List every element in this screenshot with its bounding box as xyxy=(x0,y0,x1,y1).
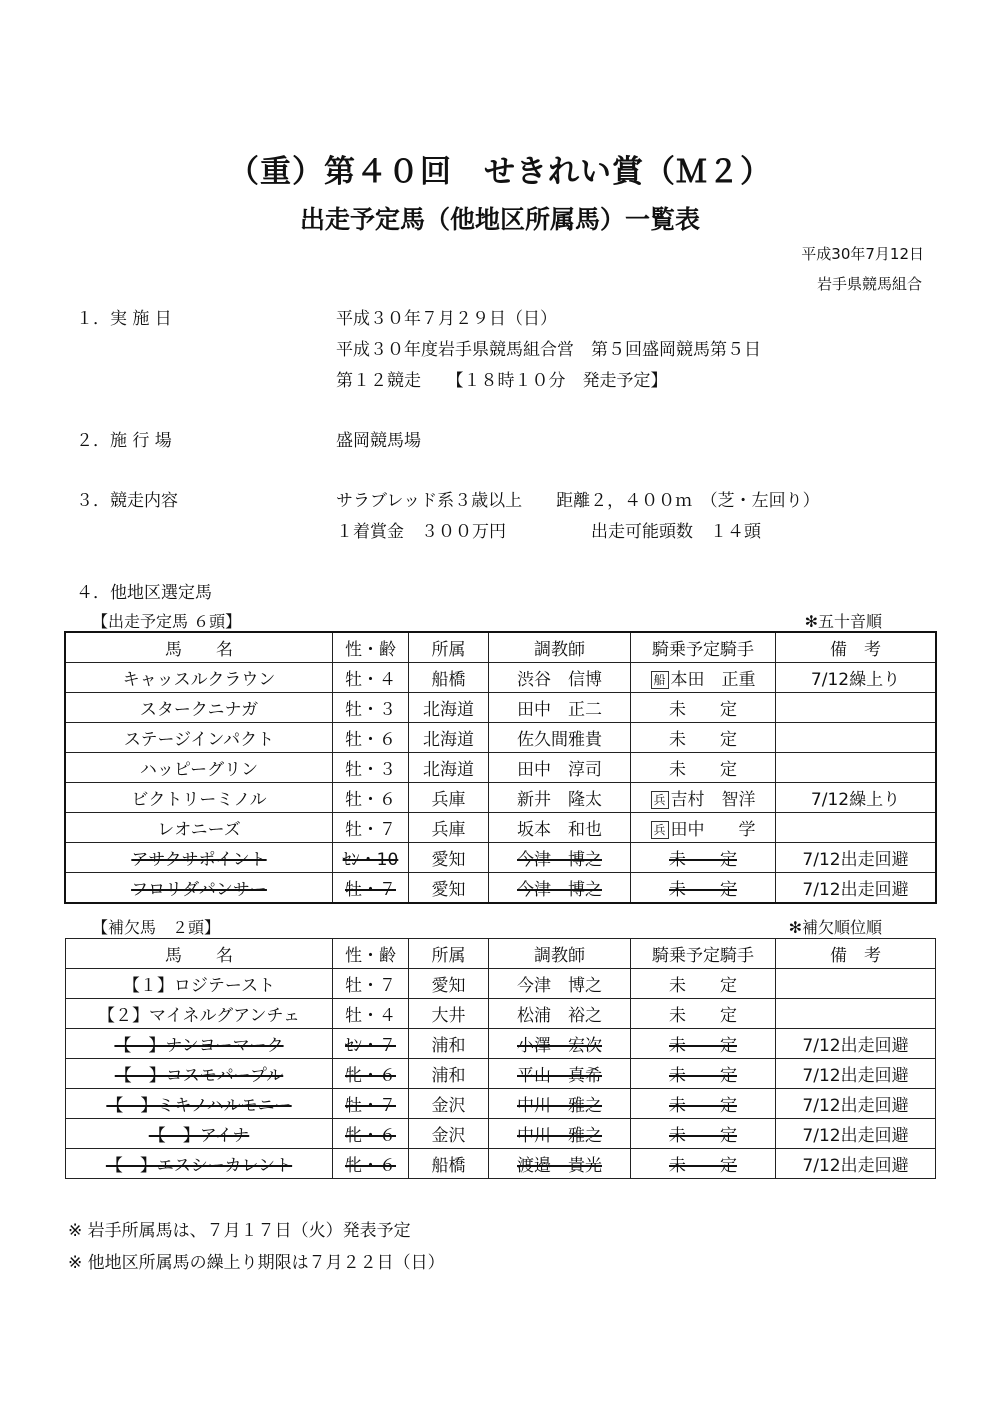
sexage-text: 牡・７ xyxy=(345,880,396,900)
cell-remarks xyxy=(776,813,936,843)
cell-name xyxy=(66,843,333,873)
affil-text: 北海道 xyxy=(423,760,474,780)
cell-sexage xyxy=(333,753,409,783)
cell-remarks xyxy=(776,873,936,903)
column-header: 備 考 xyxy=(776,939,936,969)
column-header: 所属 xyxy=(409,939,489,969)
cell-jockey xyxy=(631,1029,776,1059)
cell-affil xyxy=(409,1059,489,1089)
trainer-text: 渋谷 信博 xyxy=(517,670,602,690)
affil-text: 船橋 xyxy=(431,1156,466,1176)
cell-trainer xyxy=(489,813,631,843)
column-header: 備 考 xyxy=(776,633,936,663)
name-text: 【 】エスシーカレント xyxy=(105,1156,293,1176)
cell-trainer xyxy=(489,1149,631,1179)
jockey-text: 未 定 xyxy=(669,700,737,720)
cell-jockey xyxy=(631,663,776,693)
table-row xyxy=(66,1119,936,1149)
issue-date: 平成30年7月12日 xyxy=(801,245,924,263)
remarks-text: 7/12繰上り xyxy=(810,790,901,810)
sexage-text: 牡・３ xyxy=(345,760,396,780)
cell-jockey xyxy=(631,999,776,1029)
affil-text: 兵庫 xyxy=(431,790,466,810)
cell-affil xyxy=(409,1119,489,1149)
cell-remarks xyxy=(776,663,936,693)
column-header: 性・齢 xyxy=(333,633,409,663)
affil-text: 愛知 xyxy=(431,850,466,870)
name-text: 【 】ミキノハルモニー xyxy=(106,1096,292,1116)
cell-name xyxy=(66,783,333,813)
sexage-text: 牝・６ xyxy=(345,1066,396,1086)
remarks-text: 7/12繰上り xyxy=(810,670,901,690)
section-3-line-2: １着賞金 ３００万円 出走可能頭数 １４頭 xyxy=(336,522,761,542)
cell-trainer xyxy=(489,999,631,1029)
cell-remarks xyxy=(776,969,936,999)
section-1-line-1: 平成３０年７月２９日（日） xyxy=(336,309,557,329)
cell-name xyxy=(66,1029,333,1059)
page-title: （重）第４０回 せきれい賞（Ｍ２） xyxy=(228,154,772,190)
cell-affil xyxy=(409,1149,489,1179)
cell-name xyxy=(66,1059,333,1089)
remarks-text: 7/12出走回避 xyxy=(802,1066,909,1086)
remarks-text: 7/12出走回避 xyxy=(802,1036,909,1056)
jockey-text: 未 定 xyxy=(669,850,737,870)
cell-remarks xyxy=(776,999,936,1029)
cell-remarks xyxy=(776,723,936,753)
column-header: 調教師 xyxy=(489,633,631,663)
affil-text: 大井 xyxy=(431,1006,466,1026)
name-text: ステージインパクト xyxy=(123,730,275,750)
jockey-text: 未 定 xyxy=(669,730,737,750)
trainer-text: 新井 隆太 xyxy=(517,790,602,810)
name-text: 【１】ロジテースト xyxy=(122,976,276,996)
table-row xyxy=(66,783,936,813)
sexage-text: 牡・７ xyxy=(345,820,396,840)
cell-trainer xyxy=(489,1029,631,1059)
trainer-text: 坂本 和也 xyxy=(517,820,602,840)
table-row xyxy=(66,843,936,873)
substitutes-label: 【補欠馬 ２頭】 xyxy=(92,918,221,937)
cell-jockey xyxy=(631,693,776,723)
column-header: 馬 名 xyxy=(66,633,333,663)
affil-text: 愛知 xyxy=(431,880,466,900)
cell-trainer xyxy=(489,723,631,753)
cell-trainer xyxy=(489,969,631,999)
name-text: フロリダパンサー xyxy=(131,880,267,900)
table-row xyxy=(66,873,936,903)
cell-trainer xyxy=(489,783,631,813)
cell-sexage xyxy=(333,1119,409,1149)
table-row xyxy=(66,969,936,999)
trainer-text: 中川 雅之 xyxy=(517,1126,602,1146)
cell-name xyxy=(66,663,333,693)
sexage-text: 牡・７ xyxy=(345,976,396,996)
jockey-text: 未 定 xyxy=(669,976,737,996)
affil-text: 北海道 xyxy=(423,730,474,750)
table-row xyxy=(66,1149,936,1179)
trainer-text: 松浦 裕之 xyxy=(517,1006,602,1026)
section-3-label: ３．競走内容 xyxy=(76,491,178,511)
trainer-text: 今津 博之 xyxy=(517,976,602,996)
cell-affil xyxy=(409,693,489,723)
trainer-text: 平山 真希 xyxy=(517,1066,602,1086)
jockey-text: 未 定 xyxy=(669,880,737,900)
cell-name xyxy=(66,969,333,999)
cell-trainer xyxy=(489,1059,631,1089)
jockey-text: 吉村 智洋 xyxy=(670,790,756,810)
cell-affil xyxy=(409,999,489,1029)
sexage-text: 牝・６ xyxy=(345,1126,396,1146)
affil-text: 金沢 xyxy=(431,1126,466,1146)
cell-remarks xyxy=(776,783,936,813)
sexage-text: 牡・４ xyxy=(345,1006,396,1026)
cell-sexage xyxy=(333,813,409,843)
cell-trainer xyxy=(489,843,631,873)
cell-trainer xyxy=(489,873,631,903)
cell-sexage xyxy=(333,1029,409,1059)
cell-name xyxy=(66,873,333,903)
issuing-organization: 岩手県競馬組合 xyxy=(816,275,922,293)
entries-table xyxy=(65,632,936,903)
cell-name xyxy=(66,999,333,1029)
remarks-text: 7/12出走回避 xyxy=(802,880,909,900)
cell-sexage xyxy=(333,693,409,723)
jockey-text: 未 定 xyxy=(669,1156,737,1176)
cell-sexage xyxy=(333,1089,409,1119)
column-header: 馬 名 xyxy=(66,939,333,969)
cell-jockey xyxy=(631,969,776,999)
cell-name xyxy=(66,723,333,753)
name-text: ハッピーグリン xyxy=(139,760,259,780)
trainer-text: 小澤 宏次 xyxy=(517,1036,602,1056)
name-text: 【 】ナンヨーマーク xyxy=(114,1036,284,1056)
cell-sexage xyxy=(333,843,409,873)
section-2-value: 盛岡競馬場 xyxy=(336,431,421,451)
trainer-text: 今津 博之 xyxy=(517,880,602,900)
jockey-text: 田中 学 xyxy=(670,820,756,840)
sexage-text: 牡・６ xyxy=(345,730,396,750)
cell-jockey xyxy=(631,783,776,813)
cell-remarks xyxy=(776,1119,936,1149)
column-header: 騎乗予定騎手 xyxy=(631,633,776,663)
cell-affil xyxy=(409,1029,489,1059)
cell-trainer xyxy=(489,1089,631,1119)
remarks-text: 7/12出走回避 xyxy=(802,1126,909,1146)
cell-affil xyxy=(409,753,489,783)
jockey-affiliation-mark: 兵 xyxy=(651,821,669,839)
cell-jockey xyxy=(631,873,776,903)
table-row xyxy=(66,813,936,843)
cell-jockey xyxy=(631,1149,776,1179)
remarks-text: 7/12出走回避 xyxy=(802,850,909,870)
affil-text: 金沢 xyxy=(431,1096,466,1116)
table-row xyxy=(66,1089,936,1119)
cell-sexage xyxy=(333,1149,409,1179)
name-text: ビクトリーミノル xyxy=(131,790,267,810)
jockey-text: 未 定 xyxy=(669,1036,737,1056)
remarks-text: 7/12出走回避 xyxy=(802,1096,909,1116)
sexage-text: 牝・６ xyxy=(345,1156,396,1176)
page-subtitle: 出走予定馬（他地区所属馬）一覧表 xyxy=(299,205,700,234)
section-4-label: ４．他地区選定馬 xyxy=(76,583,212,603)
trainer-text: 渡邉 貴光 xyxy=(517,1156,602,1176)
entries-sort-note: ✻五十音順 xyxy=(804,612,882,631)
name-text: 【２】マイネルグアンチェ xyxy=(98,1006,300,1026)
cell-remarks xyxy=(776,843,936,873)
cell-affil xyxy=(409,1089,489,1119)
sexage-text: ｾﾝ・７ xyxy=(345,1036,396,1056)
trainer-text: 佐久間雅貴 xyxy=(517,730,602,750)
cell-affil xyxy=(409,723,489,753)
remarks-text: 7/12出走回避 xyxy=(802,1156,909,1176)
jockey-affiliation-mark: 兵 xyxy=(651,791,669,809)
affil-text: 兵庫 xyxy=(431,820,466,840)
section-1-line-2: 平成３０年度岩手県競馬組合営 第５回盛岡競馬第５日 xyxy=(336,340,761,360)
sexage-text: 牡・６ xyxy=(345,790,396,810)
cell-affil xyxy=(409,969,489,999)
jockey-text: 未 定 xyxy=(669,1006,737,1026)
sexage-text: ｾﾝ・10 xyxy=(342,850,399,870)
cell-affil xyxy=(409,783,489,813)
cell-jockey xyxy=(631,813,776,843)
footer-note-1: ※ 岩手所属馬は、７月１７日（火）発表予定 xyxy=(68,1221,411,1241)
cell-remarks xyxy=(776,753,936,783)
jockey-text: 未 定 xyxy=(669,1126,737,1146)
cell-name xyxy=(66,693,333,723)
table-row xyxy=(66,663,936,693)
cell-remarks xyxy=(776,1059,936,1089)
table-row xyxy=(66,753,936,783)
cell-jockey xyxy=(631,753,776,783)
cell-affil xyxy=(409,663,489,693)
cell-jockey xyxy=(631,723,776,753)
column-header: 調教師 xyxy=(489,939,631,969)
name-text: アサクサポイント xyxy=(131,850,267,870)
cell-affil xyxy=(409,873,489,903)
table-header-row xyxy=(66,939,936,969)
entries-label: 【出走予定馬 ６頭】 xyxy=(92,612,242,631)
jockey-text: 本田 正重 xyxy=(670,670,756,690)
cell-remarks xyxy=(776,1089,936,1119)
table-row xyxy=(66,1059,936,1089)
affil-text: 北海道 xyxy=(423,700,474,720)
column-header: 性・齢 xyxy=(333,939,409,969)
affil-text: 浦和 xyxy=(431,1066,466,1086)
name-text: 【 】アイナ xyxy=(148,1126,250,1146)
cell-remarks xyxy=(776,1029,936,1059)
cell-name xyxy=(66,753,333,783)
table-header-row xyxy=(66,633,936,663)
cell-trainer xyxy=(489,693,631,723)
cell-trainer xyxy=(489,1119,631,1149)
sexage-text: 牡・４ xyxy=(345,670,396,690)
column-header: 騎乗予定騎手 xyxy=(631,939,776,969)
section-1-label: １．実 施 日 xyxy=(76,309,172,329)
cell-jockey xyxy=(631,1089,776,1119)
cell-sexage xyxy=(333,783,409,813)
affil-text: 船橋 xyxy=(431,670,466,690)
jockey-text: 未 定 xyxy=(669,1066,737,1086)
name-text: レオニーズ xyxy=(157,820,241,840)
trainer-text: 今津 博之 xyxy=(517,850,602,870)
name-text: 【 】コスモパープル xyxy=(114,1066,284,1086)
cell-trainer xyxy=(489,663,631,693)
affil-text: 浦和 xyxy=(431,1036,466,1056)
cell-remarks xyxy=(776,693,936,723)
section-3-line-1: サラブレッド系３歳以上 距離２，４００ｍ （芝・左回り） xyxy=(336,491,820,511)
cell-sexage xyxy=(333,663,409,693)
substitutes-sort-note: ✻補欠順位順 xyxy=(788,918,882,937)
cell-jockey xyxy=(631,843,776,873)
cell-sexage xyxy=(333,723,409,753)
cell-trainer xyxy=(489,753,631,783)
column-header: 所属 xyxy=(409,633,489,663)
cell-name xyxy=(66,1119,333,1149)
cell-name xyxy=(66,813,333,843)
cell-jockey xyxy=(631,1059,776,1089)
table-row xyxy=(66,999,936,1029)
cell-name xyxy=(66,1089,333,1119)
trainer-text: 中川 雅之 xyxy=(517,1096,602,1116)
trainer-text: 田中 正二 xyxy=(517,700,602,720)
section-1-line-3: 第１２競走 【１８時１０分 発走予定】 xyxy=(336,371,668,391)
cell-sexage xyxy=(333,969,409,999)
cell-affil xyxy=(409,813,489,843)
substitutes-table xyxy=(65,938,936,1179)
sexage-text: 牡・３ xyxy=(345,700,396,720)
name-text: キャッスルクラウン xyxy=(122,670,276,690)
table-row xyxy=(66,1029,936,1059)
footer-note-2: ※ 他地区所属馬の繰上り期限は７月２２日（日） xyxy=(68,1253,445,1273)
table-row xyxy=(66,723,936,753)
jockey-text: 未 定 xyxy=(669,760,737,780)
jockey-affiliation-mark: 船 xyxy=(651,671,669,689)
cell-jockey xyxy=(631,1119,776,1149)
cell-sexage xyxy=(333,873,409,903)
affil-text: 愛知 xyxy=(431,976,466,996)
sexage-text: 牡・７ xyxy=(345,1096,396,1116)
table-row xyxy=(66,693,936,723)
cell-name xyxy=(66,1149,333,1179)
cell-affil xyxy=(409,843,489,873)
trainer-text: 田中 淳司 xyxy=(517,760,602,780)
cell-sexage xyxy=(333,1059,409,1089)
jockey-text: 未 定 xyxy=(669,1096,737,1116)
cell-remarks xyxy=(776,1149,936,1179)
name-text: スタークニナガ xyxy=(139,700,259,720)
cell-sexage xyxy=(333,999,409,1029)
section-2-label: ２．施 行 場 xyxy=(76,431,172,451)
